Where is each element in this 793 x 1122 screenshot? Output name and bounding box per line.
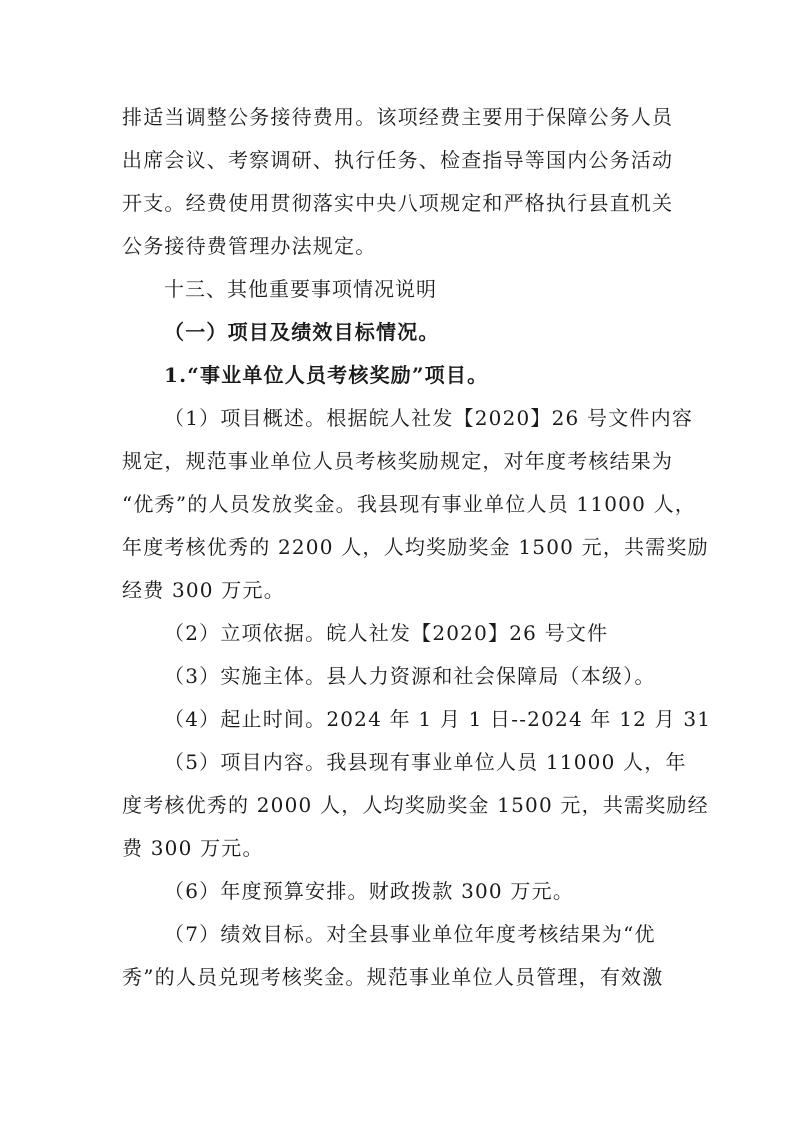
body-line: （6）年度预算安排。财政拨款 300 万元。	[164, 879, 575, 903]
item-heading: 1.“事业单位人员考核奖励”项目。	[164, 363, 489, 387]
body-line: 秀”的人员兑现考核奖金。规范事业单位人员管理，有效激	[122, 965, 664, 989]
body-line: 费 300 万元。	[122, 836, 264, 860]
section-heading: 十三、其他重要事项情况说明	[164, 277, 437, 301]
body-line: “优秀”的人员发放奖金。我县现有事业单位人员 11000 人，	[122, 492, 696, 516]
body-line: 公务接待费管理办法规定。	[122, 234, 377, 258]
body-line: 度考核优秀的 2000 人，人均奖励奖金 1500 元，共需奖励经	[122, 793, 709, 817]
body-line: （5）项目内容。我县现有事业单位人员 11000 人，年	[164, 750, 687, 774]
subsection-heading: （一）项目及绩效目标情况。	[164, 320, 440, 344]
body-line: （1）项目概述。根据皖人社发【2020】26 号文件内容	[164, 406, 694, 430]
body-line: 排适当调整公务接待费用。该项经费主要用于保障公务人员	[122, 105, 674, 129]
body-line: 出席会议、考察调研、执行任务、检查指导等国内公务活动	[122, 148, 674, 172]
body-line: 开支。经费使用贯彻落实中央八项规定和严格执行县直机关	[122, 191, 674, 215]
body-line: 年度考核优秀的 2200 人，人均奖励奖金 1500 元，共需奖励	[122, 535, 709, 559]
body-line: 规定，规范事业单位人员考核奖励规定，对年度考核结果为	[122, 449, 674, 473]
body-line: 经费 300 万元。	[122, 578, 285, 602]
body-line: （4）起止时间。2024 年 1 月 1 日--2024 年 12 月 31	[164, 707, 712, 731]
body-line: （7）绩效目标。对全县事业单位年度考核结果为“优	[164, 922, 656, 946]
body-line: （2）立项依据。皖人社发【2020】26 号文件	[164, 621, 609, 645]
body-line: （3）实施主体。县人力资源和社会保障局（本级）。	[164, 664, 656, 688]
